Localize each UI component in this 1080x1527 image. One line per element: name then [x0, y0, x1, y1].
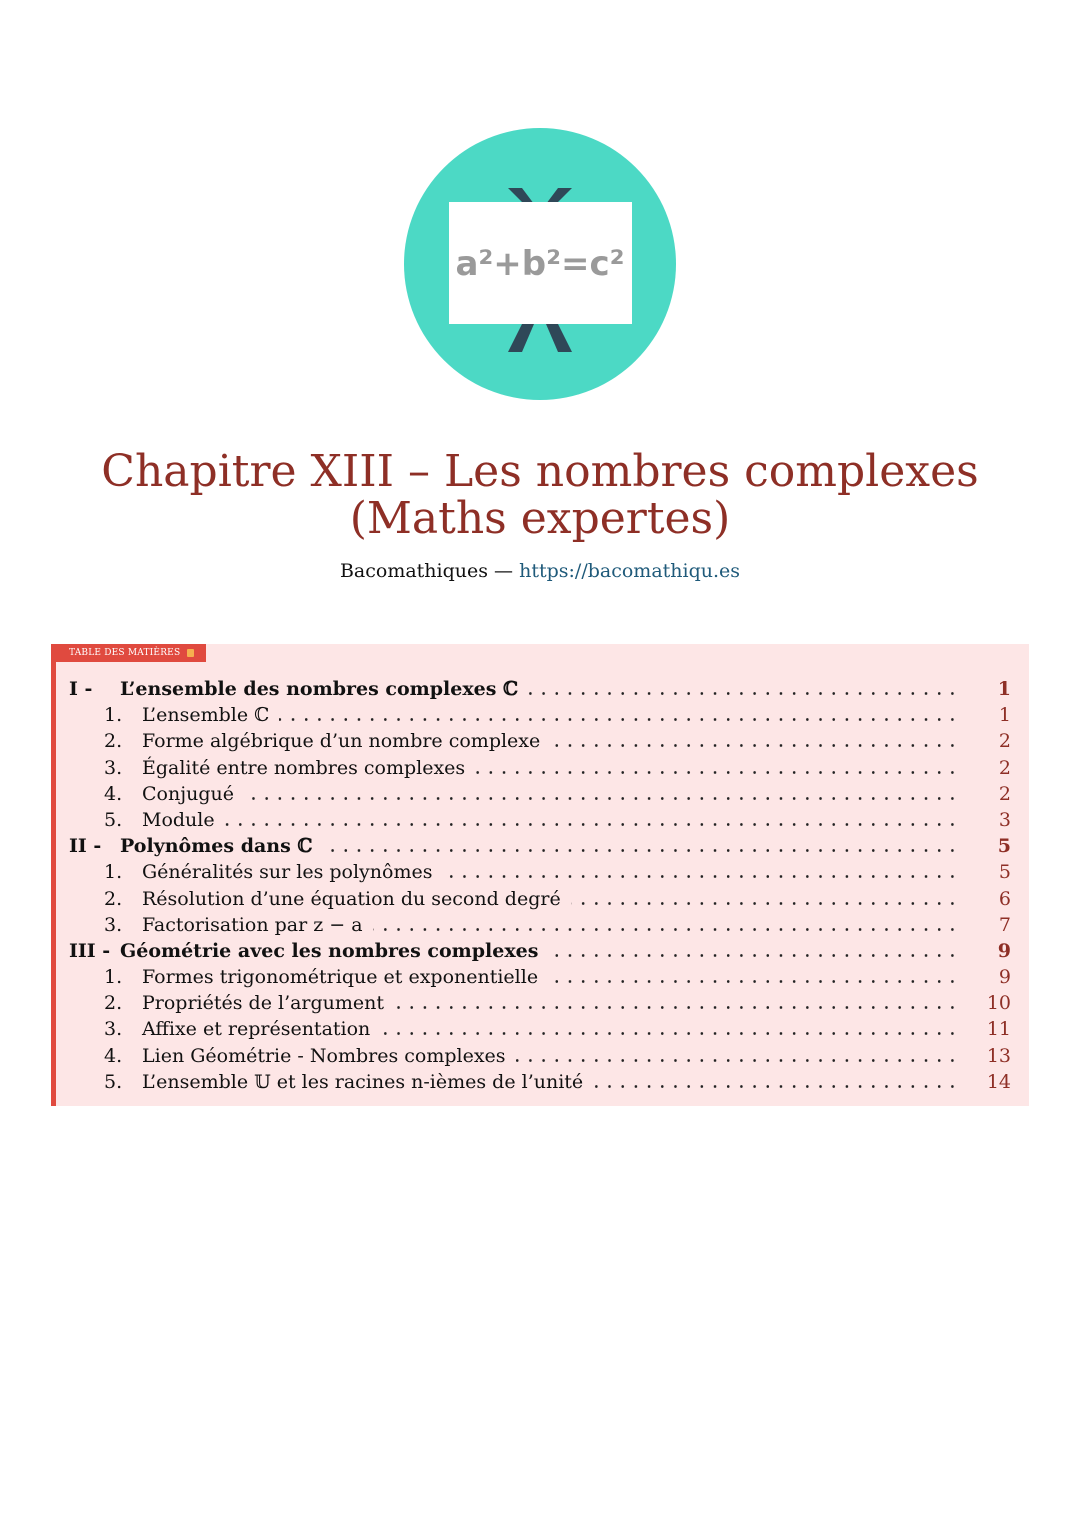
toc-entry-title: Forme algébrique d’un nombre complexe: [142, 730, 541, 753]
toc-leader-dots: [475, 771, 959, 774]
toc-entry-title: Factorisation par z − a: [142, 913, 363, 936]
toc-page-number: 2: [998, 782, 1011, 805]
toc-entry-title: Conjugué: [142, 782, 234, 805]
toc-leader-dots: [548, 954, 959, 957]
toc-entry-title: Égalité entre nombres complexes: [142, 756, 466, 779]
site-link[interactable]: https://bacomathiqu.es: [519, 560, 741, 582]
toc-rows: [56, 676, 1029, 1095]
toc-subsection[interactable]: [56, 781, 1029, 807]
toc-entry-number: 1.: [104, 861, 123, 884]
toc-entry-title: Polynômes dans ℂ: [120, 835, 313, 858]
toc-entry-number: 3.: [104, 1018, 123, 1041]
toc-entry-number: 4.: [104, 1044, 123, 1067]
author: Bacomathiques: [339, 560, 489, 582]
toc-entry-number: 2.: [104, 730, 123, 753]
toc-label: TABLE DES MATIÈRES: [69, 648, 181, 658]
toc-subsection[interactable]: [56, 702, 1029, 728]
bookmark-icon: [187, 649, 194, 657]
toc-leader-dots: [593, 1085, 959, 1088]
toc-entry-number: 4.: [104, 782, 123, 805]
toc-leader-dots: [394, 1006, 959, 1009]
toc-page-number: 1: [997, 678, 1011, 700]
toc-leader-dots: [528, 692, 959, 695]
toc-section[interactable]: [56, 938, 1029, 964]
toc-entry-title: L’ensemble des nombres complexes ℂ: [120, 678, 519, 700]
toc-entry-title: Géométrie avec les nombres complexes: [120, 939, 539, 962]
toc-subsection[interactable]: [56, 964, 1029, 990]
toc-entry-title: Formes trigonométrique et exponentielle: [142, 966, 539, 989]
toc-entry-title: L’ensemble ℂ: [142, 704, 270, 727]
toc-subsection[interactable]: [56, 728, 1029, 754]
toc-leader-dots: [323, 849, 959, 852]
toc-leader-dots: [244, 797, 959, 800]
toc-leader-dots: [380, 1032, 959, 1035]
toc-entry-number: 5.: [104, 808, 123, 831]
toc-entry-number: 1.: [104, 704, 123, 727]
toc-page-number: 1: [998, 704, 1011, 727]
toc-subsection[interactable]: [56, 990, 1029, 1016]
toc-entry-number: III -: [69, 939, 111, 962]
toc-leader-dots: [548, 980, 959, 983]
toc-entry-number: I -: [69, 678, 93, 700]
toc-entry-number: 3.: [104, 756, 123, 779]
toc-subsection[interactable]: [56, 912, 1029, 938]
toc-entry-title: Affixe et représentation: [142, 1018, 371, 1041]
toc-label-tab: [51, 644, 206, 662]
toc-page-number: 7: [998, 913, 1011, 936]
toc-entry-title: Lien Géométrie - Nombres complexes: [142, 1044, 506, 1067]
toc-leader-dots: [373, 928, 959, 931]
byline-separator: —: [488, 560, 520, 582]
toc-entry-title: Généralités sur les polynômes: [142, 861, 433, 884]
toc-subsection[interactable]: [56, 755, 1029, 781]
toc-entry-number: 3.: [104, 913, 123, 936]
toc-page-number: 2: [998, 730, 1011, 753]
toc-entry-number: II -: [69, 835, 102, 858]
toc-entry-title: Résolution d’une équation du second degré: [142, 887, 561, 910]
toc-entry-number: 2.: [104, 992, 123, 1015]
toc-page-number: 9: [998, 966, 1011, 989]
toc-subsection[interactable]: [56, 886, 1029, 912]
toc-subsection[interactable]: [56, 807, 1029, 833]
toc-leader-dots: [571, 902, 959, 905]
toc-section[interactable]: [56, 833, 1029, 859]
toc-leader-dots: [279, 718, 959, 721]
math-board-logo: [404, 128, 676, 400]
toc-entry-number: 1.: [104, 966, 123, 989]
toc-page-number: 13: [986, 1044, 1011, 1067]
toc-entry-number: 2.: [104, 887, 123, 910]
page-title: Chapitre XIII – Les nombres complexes (Maths expertes): [101, 446, 979, 544]
toc-leader-dots: [516, 1059, 959, 1062]
toc-leader-dots: [225, 823, 959, 826]
byline: [0, 560, 1080, 582]
table-of-contents: [51, 644, 1029, 1106]
toc-leader-dots: [550, 744, 959, 747]
toc-subsection[interactable]: [56, 859, 1029, 885]
toc-entry-number: 5.: [104, 1070, 123, 1093]
toc-entry-title: Module: [142, 808, 215, 831]
toc-page-number: 5: [997, 835, 1011, 858]
toc-subsection[interactable]: [56, 1016, 1029, 1042]
logo-formula: a²+b²=c²: [455, 244, 625, 284]
toc-section[interactable]: [56, 676, 1029, 702]
toc-leader-dots: [442, 875, 959, 878]
toc-page-number: 14: [986, 1070, 1011, 1093]
toc-page-number: 5: [998, 861, 1011, 884]
toc-subsection[interactable]: [56, 1069, 1029, 1095]
toc-entry-title: L’ensemble 𝕌 et les racines n-ièmes de l’unité: [142, 1070, 584, 1093]
toc-subsection[interactable]: [56, 1043, 1029, 1069]
toc-page-number: 11: [986, 1018, 1011, 1041]
toc-page-number: 3: [998, 808, 1011, 831]
toc-page-number: 10: [986, 992, 1011, 1015]
toc-page-number: 2: [998, 756, 1011, 779]
toc-entry-title: Propriétés de l’argument: [142, 992, 385, 1015]
toc-page-number: 6: [998, 887, 1011, 910]
toc-page-number: 9: [997, 939, 1011, 962]
